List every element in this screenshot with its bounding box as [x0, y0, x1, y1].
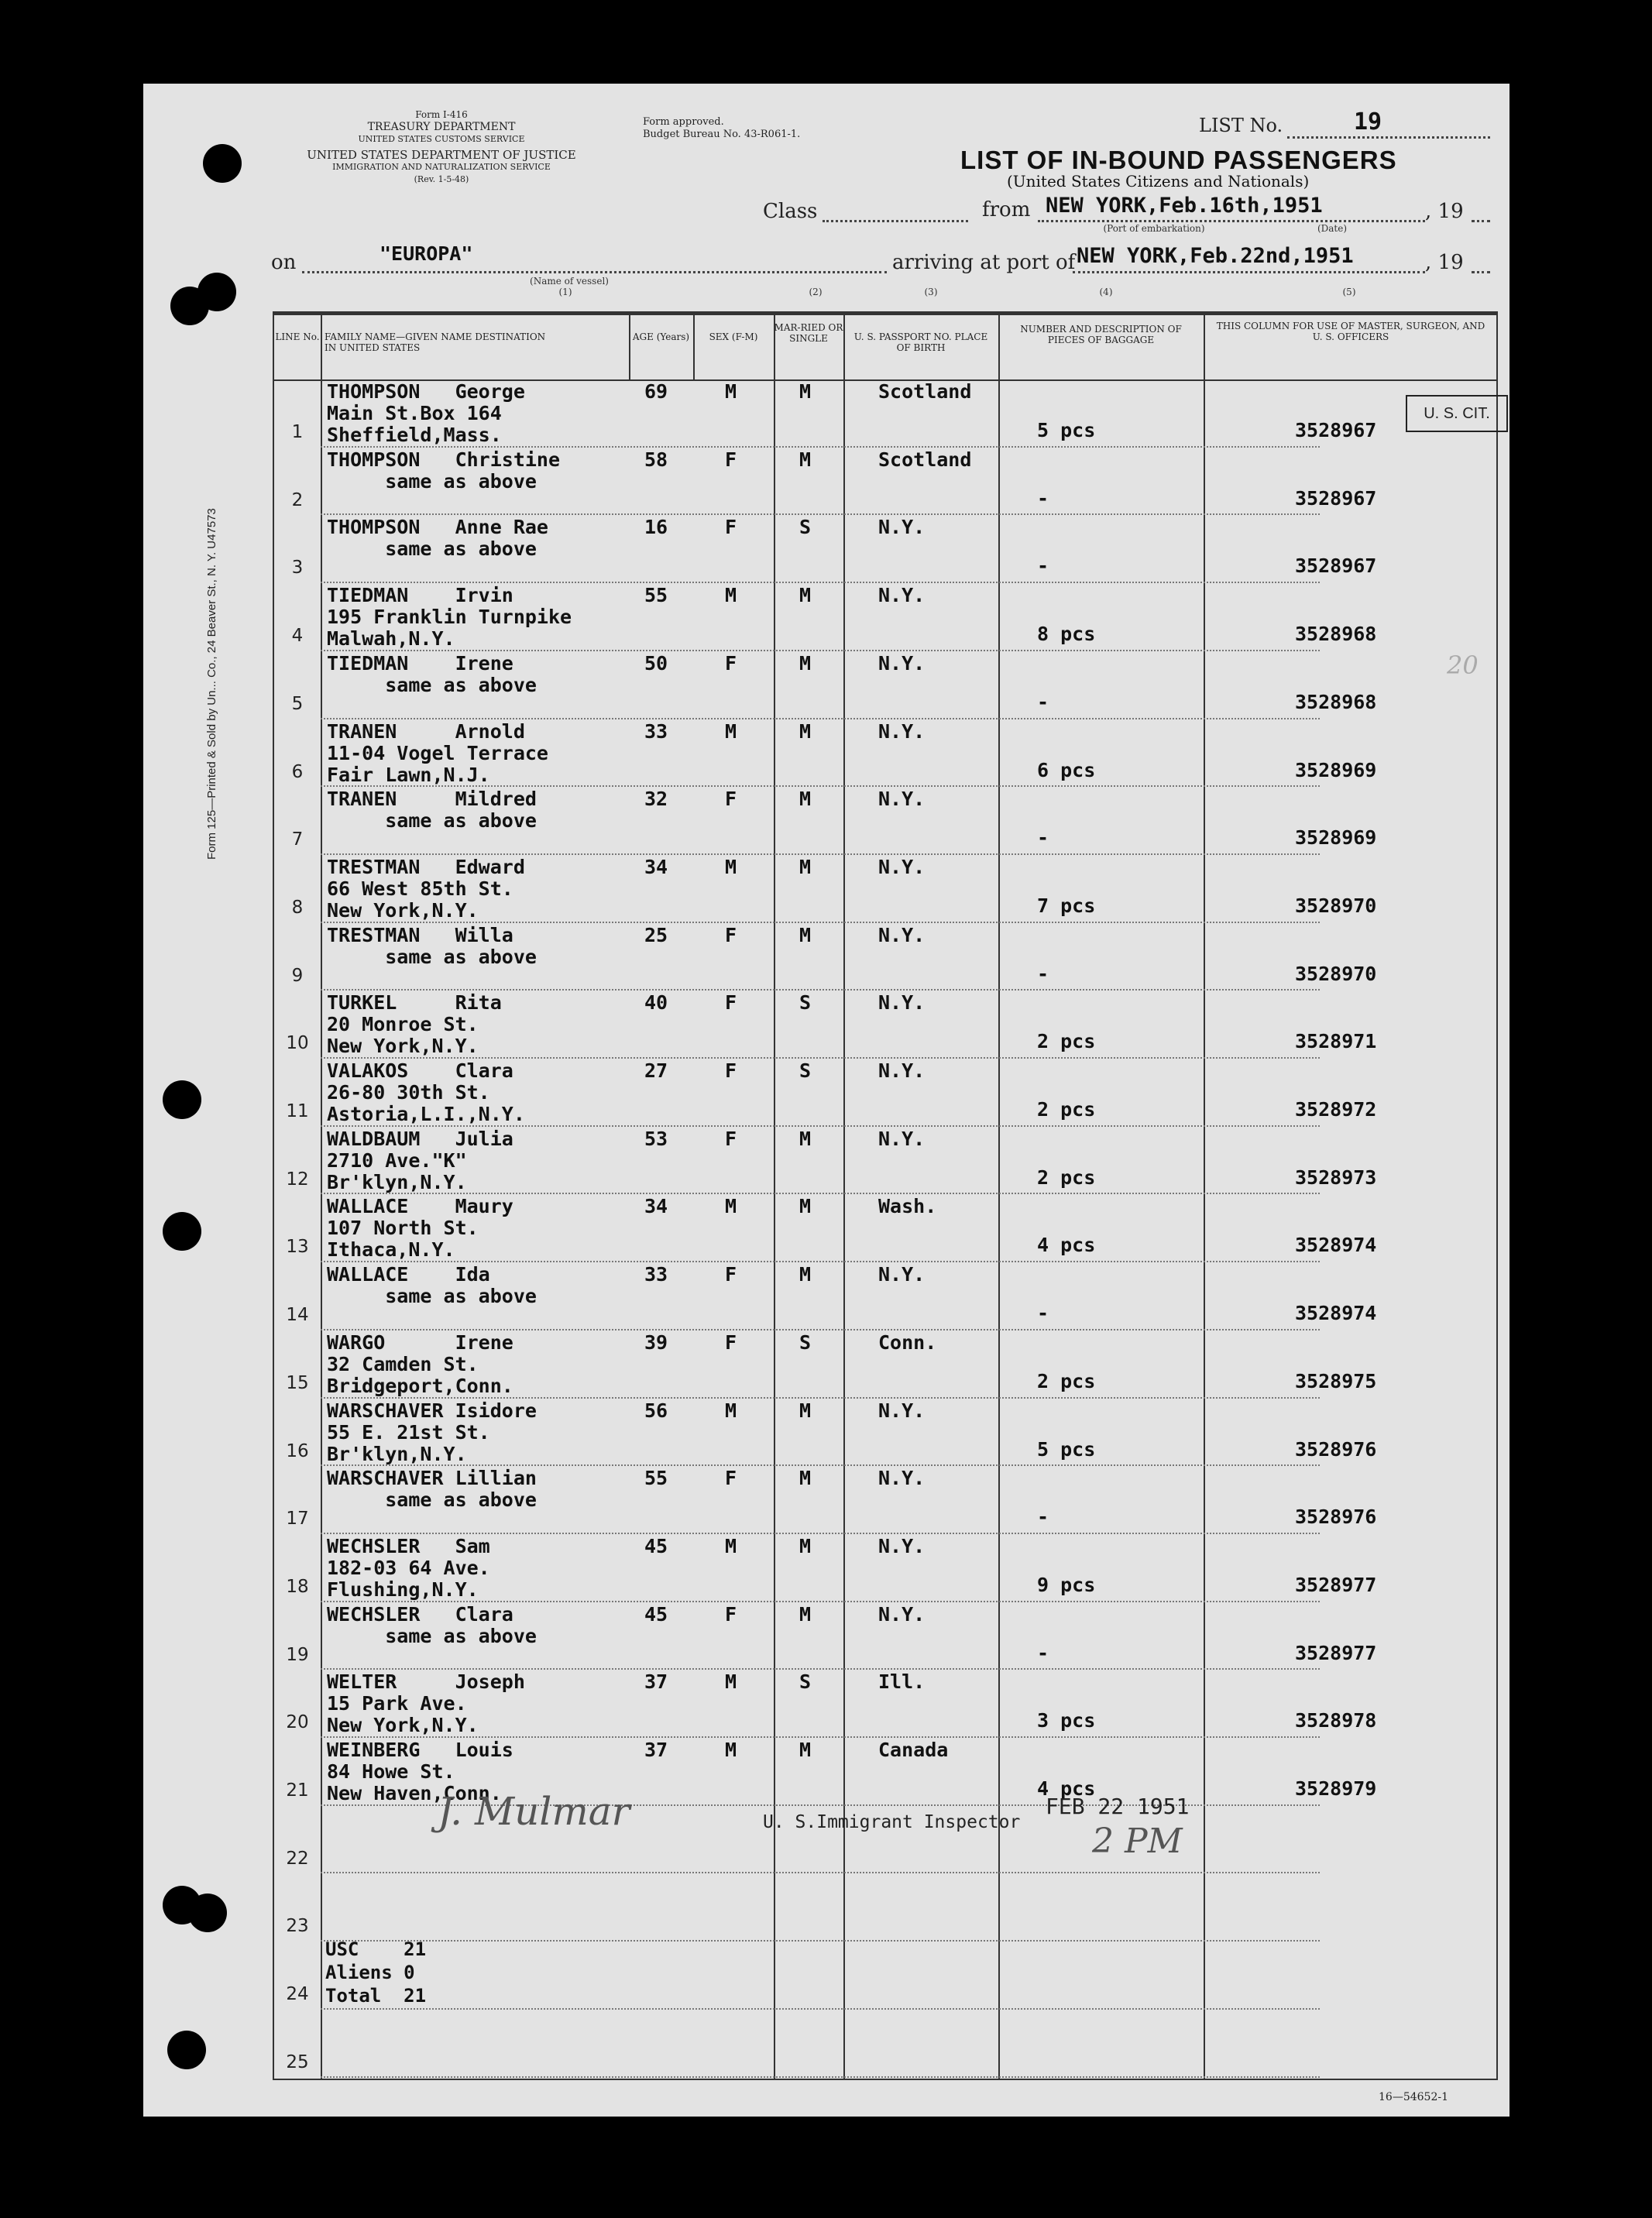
col-head-age: AGE (Years)	[632, 331, 690, 342]
passenger-baggage: 9 pcs	[1037, 1573, 1096, 1596]
passenger-sex: M	[725, 719, 737, 743]
line-number: 16	[286, 1440, 309, 1461]
passenger-age: 45	[644, 1534, 668, 1557]
passenger-marital-status: M	[799, 1467, 812, 1490]
col-number-3: (3)	[924, 287, 938, 297]
arriving-dots	[1073, 271, 1425, 273]
passenger-age: 16	[644, 516, 668, 539]
form-number: Form I-416	[415, 109, 468, 120]
passenger-age: 27	[644, 1059, 668, 1082]
customs-service: UNITED STATES CUSTOMS SERVICE	[358, 134, 525, 144]
passenger-marital-status: M	[799, 923, 812, 946]
approval-block	[643, 116, 875, 141]
form-subtitle: (United States Citizens and Nationals)	[1007, 172, 1310, 191]
passenger-age: 33	[644, 1263, 668, 1286]
line-number: 22	[286, 1848, 309, 1869]
passport-number: 3528968	[1295, 690, 1377, 713]
binder-hole-7	[188, 1894, 227, 1932]
passenger-birthplace: Wash.	[878, 1195, 937, 1218]
header-rule	[274, 313, 1496, 315]
row-rule	[321, 582, 1320, 583]
passenger-age: 37	[644, 1739, 668, 1761]
from-label: from	[982, 198, 1031, 221]
dept-block	[267, 108, 616, 186]
passenger-sex: F	[725, 1263, 737, 1286]
inspector-label: U. S.Immigrant Inspector	[763, 1812, 1021, 1832]
passenger-name-destination: WECHSLER Clara same as above	[327, 1602, 537, 1647]
passenger-name-destination: TRANEN Arnold 11-04 Vogel Terrace Fair Lawn,N.J.	[327, 719, 548, 786]
line-number: 24	[286, 1984, 309, 2005]
passenger-baggage: -	[1037, 826, 1049, 850]
passenger-age: 45	[644, 1602, 668, 1626]
from-dots	[1038, 220, 1425, 222]
passenger-sex: F	[725, 448, 737, 471]
line-number: 13	[286, 1237, 309, 1258]
form-approved: Form approved.	[643, 116, 724, 128]
row-rule	[321, 1397, 1320, 1399]
passenger-marital-status: S	[799, 991, 812, 1015]
passenger-birthplace: N.Y.	[878, 923, 926, 946]
passenger-marital-status: S	[799, 516, 812, 539]
passenger-marital-status: M	[799, 1399, 812, 1422]
passenger-sex: M	[725, 584, 737, 607]
line-number: 5	[291, 693, 304, 714]
row-rule	[321, 1057, 1320, 1059]
passport-number: 3528967	[1295, 554, 1377, 578]
line-number: 25	[286, 2051, 309, 2072]
passport-number: 3528977	[1295, 1641, 1377, 1664]
passenger-birthplace: Scotland	[878, 448, 972, 471]
col-head-birth: U. S. PASSPORT NO. PLACE OF BIRTH	[853, 331, 988, 353]
vessel-col-number: (1)	[558, 287, 572, 297]
passport-number: 3528967	[1295, 486, 1377, 510]
arriving-year: , 19	[1425, 251, 1464, 274]
binder-hole-4	[163, 1080, 201, 1119]
line-number: 9	[291, 965, 304, 986]
row-rule	[321, 650, 1320, 651]
passenger-age: 55	[644, 1467, 668, 1490]
passenger-name-destination: WELTER Joseph 15 Park Ave. New York,N.Y.	[327, 1670, 525, 1737]
line-number: 20	[286, 1712, 309, 1733]
passenger-baggage: 6 pcs	[1037, 758, 1096, 781]
line-number: 14	[286, 1305, 309, 1326]
passport-number: 3528969	[1295, 758, 1377, 781]
line-number: 19	[286, 1644, 309, 1665]
inspector-signature: J. Mulmar	[438, 1789, 630, 1834]
passenger-marital-status: M	[799, 855, 812, 878]
col-head-line: LINE No.	[275, 331, 320, 342]
passenger-name-destination: WALLACE Ida same as above	[327, 1263, 537, 1308]
passenger-name-destination: WARGO Irene 32 Camden St. Bridgeport,Conn.	[327, 1330, 513, 1397]
passenger-age: 34	[644, 855, 668, 878]
list-no-label: LIST No.	[1199, 115, 1283, 136]
passenger-marital-status: S	[799, 1670, 812, 1694]
row-rule	[321, 718, 1320, 719]
margin-note: 20	[1447, 651, 1479, 680]
passenger-baggage: -	[1037, 962, 1049, 985]
class-dots	[823, 220, 968, 222]
passport-number: 3528978	[1295, 1709, 1377, 1732]
line-number: 3	[291, 558, 304, 579]
passport-number: 3528968	[1295, 623, 1377, 646]
passenger-baggage: -	[1037, 690, 1049, 713]
passenger-name-destination: TIEDMAN Irvin 195 Franklin Turnpike Malwah,N.Y.	[327, 584, 572, 651]
passenger-marital-status: S	[799, 1330, 812, 1354]
passenger-birthplace: N.Y.	[878, 516, 926, 539]
row-rule	[321, 1940, 1320, 1942]
row-rule	[321, 922, 1320, 923]
passenger-name-destination: THOMPSON Anne Rae same as above	[327, 516, 548, 561]
list-no-dots	[1287, 136, 1490, 139]
passport-number: 3528976	[1295, 1506, 1377, 1529]
totals-block: USC 21 Aliens 0 Total 21	[325, 1938, 427, 2007]
col-divider-age	[693, 313, 695, 379]
passenger-age: 33	[644, 719, 668, 743]
row-rule	[321, 1261, 1320, 1262]
passenger-age: 32	[644, 788, 668, 811]
line-number: 6	[291, 761, 304, 782]
passenger-birthplace: Ill.	[878, 1670, 926, 1694]
passenger-name-destination: TRESTMAN Edward 66 West 85th St. New York,N.Y.	[327, 855, 525, 922]
passenger-sex: F	[725, 1330, 737, 1354]
passenger-baggage: -	[1037, 1506, 1049, 1529]
passenger-age: 34	[644, 1195, 668, 1218]
col-divider-line	[321, 313, 322, 2079]
binder-hole-3	[197, 273, 236, 311]
passenger-name-destination: TRANEN Mildred same as above	[327, 788, 537, 833]
passenger-birthplace: N.Y.	[878, 1263, 926, 1286]
row-rule	[321, 1736, 1320, 1738]
row-rule	[321, 1329, 1320, 1330]
passenger-baggage: 7 pcs	[1037, 894, 1096, 917]
passenger-sex: M	[725, 1739, 737, 1761]
passenger-age: 40	[644, 991, 668, 1015]
passenger-sex: F	[725, 923, 737, 946]
passenger-marital-status: M	[799, 1263, 812, 1286]
passenger-birthplace: Scotland	[878, 380, 972, 403]
time-note: 2 PM	[1092, 1821, 1183, 1861]
passenger-marital-status: S	[799, 1059, 812, 1082]
passenger-birthplace: N.Y.	[878, 1399, 926, 1422]
passport-number: 3528970	[1295, 894, 1377, 917]
passport-number: 3528974	[1295, 1302, 1377, 1325]
passenger-baggage: 5 pcs	[1037, 419, 1096, 441]
form-title: LIST OF IN-BOUND PASSENGERS	[960, 146, 1397, 174]
passenger-baggage: 2 pcs	[1037, 1098, 1096, 1121]
vessel-caption: (Name of vessel)	[530, 276, 609, 287]
from-value: NEW YORK,Feb.16th,1951	[1046, 194, 1323, 218]
passenger-birthplace: N.Y.	[878, 584, 926, 607]
passenger-sex: F	[725, 991, 737, 1015]
binder-hole-5	[163, 1212, 201, 1251]
passport-number: 3528970	[1295, 962, 1377, 985]
passenger-name-destination: TIEDMAN Irene same as above	[327, 651, 537, 696]
on-label: on	[271, 251, 297, 274]
passenger-birthplace: Canada	[878, 1739, 949, 1761]
form-code: 16—54652-1	[1379, 2091, 1448, 2103]
passenger-birthplace: Conn.	[878, 1330, 937, 1354]
passenger-name-destination: WARSCHAVER Isidore 55 E. 21st St. Br'klyn,N.Y.	[327, 1399, 537, 1465]
class-label: Class	[763, 200, 818, 223]
passenger-baggage: 2 pcs	[1037, 1166, 1096, 1189]
passenger-baggage: -	[1037, 1302, 1049, 1325]
passenger-baggage: 2 pcs	[1037, 1030, 1096, 1053]
passenger-name-destination: WEINBERG Louis 84 Howe St. New Haven,Conn.	[327, 1739, 513, 1804]
passenger-marital-status: M	[799, 1602, 812, 1626]
arriving-year-dots	[1472, 271, 1490, 273]
passenger-birthplace: N.Y.	[878, 788, 926, 811]
treasury-dept: TREASURY DEPARTMENT	[367, 121, 516, 133]
arriving-value: NEW YORK,Feb.22nd,1951	[1077, 244, 1354, 268]
port-embark-caption: (Port of embarkation)	[1103, 223, 1205, 234]
passenger-age: 55	[644, 584, 668, 607]
col-head-married: MAR-RIED OR SINGLE	[774, 322, 843, 344]
passenger-name-destination: VALAKOS Clara 26-80 30th St. Astoria,L.I.,N.Y.	[327, 1059, 525, 1125]
passenger-sex: F	[725, 651, 737, 675]
line-number: 15	[286, 1372, 309, 1393]
passenger-baggage: 8 pcs	[1037, 623, 1096, 646]
us-citizen-stamp: U. S. CIT.	[1406, 395, 1508, 432]
passenger-baggage: 2 pcs	[1037, 1369, 1096, 1392]
passenger-sex: F	[725, 1467, 737, 1490]
passenger-age: 56	[644, 1399, 668, 1422]
line-number: 7	[291, 829, 304, 850]
line-number: 10	[286, 1033, 309, 1054]
passenger-name-destination: THOMPSON Christine same as above	[327, 448, 561, 493]
passenger-age: 50	[644, 651, 668, 675]
passenger-age: 69	[644, 380, 668, 403]
line-number: 17	[286, 1509, 309, 1530]
passport-number: 3528979	[1295, 1777, 1377, 1800]
justice-dept: UNITED STATES DEPARTMENT OF JUSTICE	[307, 148, 576, 162]
passenger-sex: M	[725, 1534, 737, 1557]
passenger-name-destination: WALLACE Maury 107 North St. Ithaca,N.Y.	[327, 1195, 513, 1262]
line-number: 21	[286, 1780, 309, 1801]
passenger-sex: F	[725, 516, 737, 539]
passenger-age: 58	[644, 448, 668, 471]
printer-imprint: Form 125—Printed & Sold by Un... Co., 24 Beaver St., N. Y. U47573	[205, 508, 218, 860]
passenger-marital-status: M	[799, 651, 812, 675]
passenger-name-destination: TRESTMAN Willa same as above	[327, 923, 537, 968]
passenger-sex: F	[725, 1059, 737, 1082]
passport-number: 3528976	[1295, 1437, 1377, 1461]
passenger-baggage: 3 pcs	[1037, 1709, 1096, 1732]
binder-hole-1	[203, 144, 242, 183]
col-divider-baggage	[1204, 313, 1205, 2079]
date-caption: (Date)	[1317, 223, 1348, 234]
passenger-marital-status: M	[799, 584, 812, 607]
passenger-name-destination: WARSCHAVER Lillian same as above	[327, 1467, 537, 1512]
line-number: 2	[291, 489, 304, 510]
passenger-name-destination: WALDBAUM Julia 2710 Ave."K" Br'klyn,N.Y.	[327, 1127, 513, 1193]
col-number-4: (4)	[1099, 287, 1113, 297]
line-number: 8	[291, 897, 304, 918]
passenger-baggage: -	[1037, 486, 1049, 510]
passenger-birthplace: N.Y.	[878, 651, 926, 675]
passenger-birthplace: N.Y.	[878, 1467, 926, 1490]
passenger-sex: M	[725, 380, 737, 403]
passport-number: 3528972	[1295, 1098, 1377, 1121]
passport-number: 3528971	[1295, 1030, 1377, 1053]
line-number: 18	[286, 1576, 309, 1597]
passenger-sex: M	[725, 1399, 737, 1422]
col-head-name: FAMILY NAME—GIVEN NAME DESTINATION IN UNITED STATES	[325, 331, 546, 353]
passenger-birthplace: N.Y.	[878, 719, 926, 743]
passenger-age: 53	[644, 1127, 668, 1150]
passenger-marital-status: M	[799, 1534, 812, 1557]
row-rule	[321, 513, 1320, 515]
passenger-marital-status: M	[799, 719, 812, 743]
passport-number: 3528967	[1295, 419, 1377, 441]
col-head-baggage: NUMBER AND DESCRIPTION OF PIECES OF BAGGAGE	[1020, 324, 1182, 345]
passenger-marital-status: M	[799, 1127, 812, 1150]
passenger-birthplace: N.Y.	[878, 855, 926, 878]
revision: (Rev. 1-5-48)	[414, 174, 469, 184]
budget-bureau: Budget Bureau No. 43-R061-1.	[643, 129, 801, 140]
date-stamp: FEB 22 1951	[1046, 1794, 1190, 1819]
passenger-birthplace: N.Y.	[878, 1059, 926, 1082]
row-rule	[321, 853, 1320, 855]
row-rule	[321, 989, 1320, 991]
row-rule	[321, 2008, 1320, 2010]
passenger-birthplace: N.Y.	[878, 1534, 926, 1557]
row-rule	[321, 1872, 1320, 1873]
passenger-birthplace: N.Y.	[878, 1127, 926, 1150]
passenger-baggage: -	[1037, 554, 1049, 578]
passenger-sex: F	[725, 1602, 737, 1626]
passenger-sex: M	[725, 1670, 737, 1694]
passport-number: 3528974	[1295, 1234, 1377, 1257]
row-rule	[321, 1668, 1320, 1670]
vessel-name: "EUROPA"	[380, 242, 473, 265]
passenger-sex: M	[725, 855, 737, 878]
passenger-marital-status: M	[799, 448, 812, 471]
row-rule	[321, 1601, 1320, 1602]
passenger-baggage: -	[1037, 1641, 1049, 1664]
col-head-officers: THIS COLUMN FOR USE OF MASTER, SURGEON, AND U. S. OFFICERS	[1216, 321, 1485, 342]
ins-service: IMMIGRATION AND NATURALIZATION SERVICE	[332, 162, 551, 172]
line-number: 1	[291, 422, 304, 442]
col-divider-name	[629, 313, 630, 379]
passenger-name-destination: TURKEL Rita 20 Monroe St. New York,N.Y.	[327, 991, 502, 1058]
row-rule	[321, 2076, 1320, 2078]
col-head-sex: SEX (F-M)	[709, 331, 758, 342]
list-no-value: 19	[1354, 108, 1382, 136]
arriving-label: arriving at port of	[892, 251, 1076, 274]
from-year: , 19	[1425, 200, 1464, 223]
passenger-age: 39	[644, 1330, 668, 1354]
col-number-2: (2)	[809, 287, 823, 297]
passport-number: 3528973	[1295, 1166, 1377, 1189]
passenger-sex: M	[725, 1195, 737, 1218]
vessel-dots	[302, 271, 887, 273]
passenger-age: 25	[644, 923, 668, 946]
passenger-birthplace: N.Y.	[878, 1602, 926, 1626]
line-number: 23	[286, 1916, 309, 1937]
binder-hole-8	[167, 2031, 206, 2069]
passenger-marital-status: M	[799, 788, 812, 811]
line-number: 12	[286, 1169, 309, 1190]
row-rule	[321, 1193, 1320, 1194]
passenger-sex: F	[725, 1127, 737, 1150]
passenger-marital-status: M	[799, 380, 812, 403]
passenger-sex: F	[725, 788, 737, 811]
passenger-name-destination: WECHSLER Sam 182-03 64 Ave. Flushing,N.Y.	[327, 1534, 490, 1601]
passport-number: 3528969	[1295, 826, 1377, 850]
passenger-baggage: 4 pcs	[1037, 1234, 1096, 1257]
passenger-marital-status: M	[799, 1739, 812, 1761]
line-number: 11	[286, 1101, 309, 1121]
from-year-dots	[1472, 220, 1490, 222]
passenger-name-destination: THOMPSON George Main St.Box 164 Sheffield,Mass.	[327, 380, 525, 446]
col-number-5: (5)	[1342, 287, 1356, 297]
line-number: 4	[291, 626, 304, 647]
passport-number: 3528975	[1295, 1369, 1377, 1392]
passenger-marital-status: M	[799, 1195, 812, 1218]
passport-number: 3528977	[1295, 1573, 1377, 1596]
passenger-birthplace: N.Y.	[878, 991, 926, 1015]
passenger-baggage: 4 pcs	[1037, 1777, 1096, 1800]
passenger-baggage: 5 pcs	[1037, 1437, 1096, 1461]
passenger-age: 37	[644, 1670, 668, 1694]
row-rule	[321, 1533, 1320, 1534]
